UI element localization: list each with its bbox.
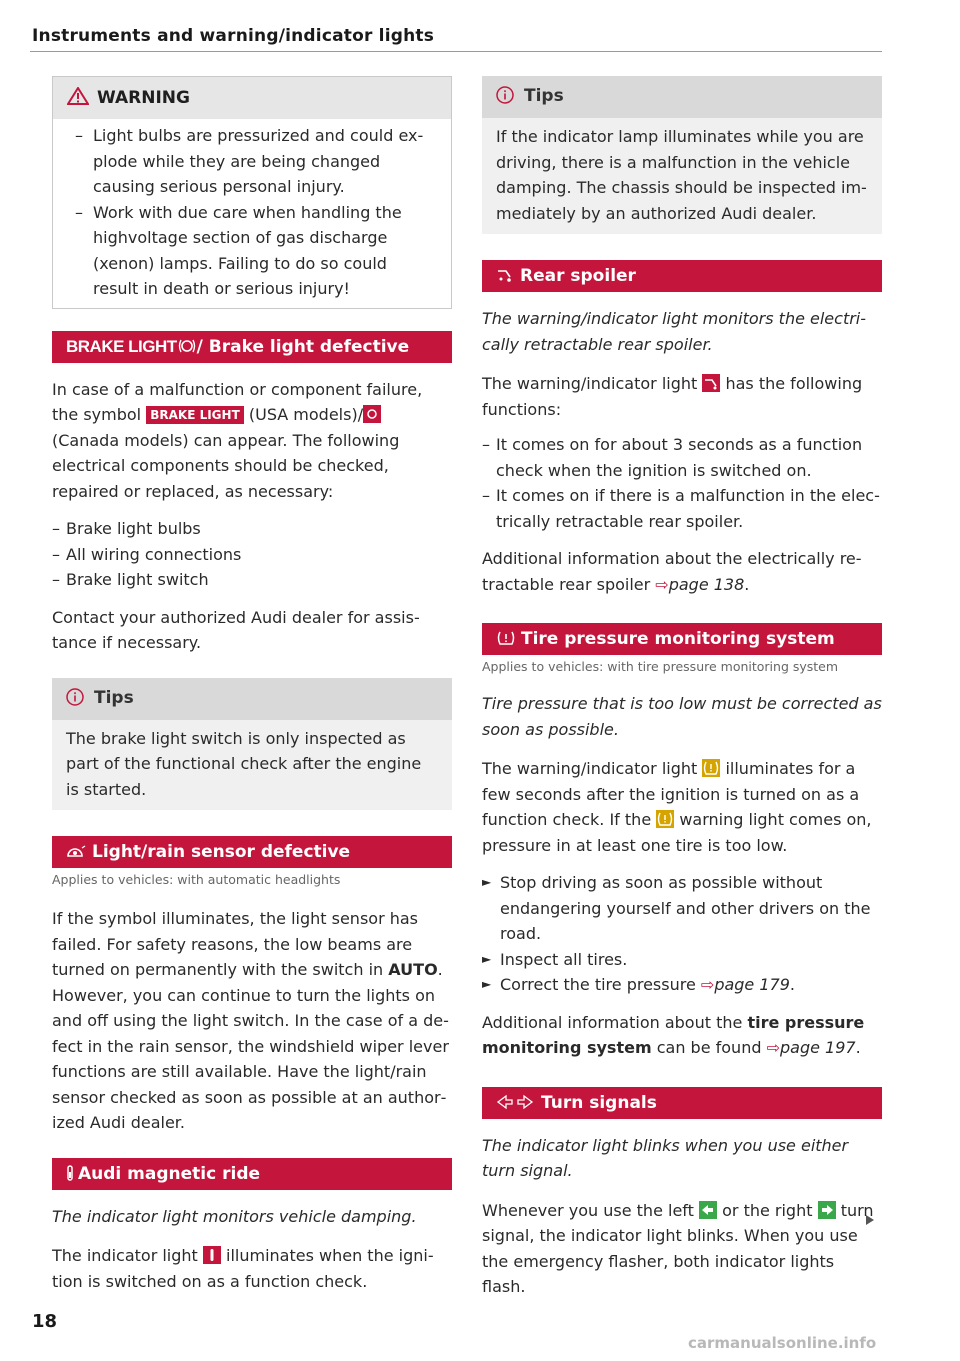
brake-paragraph: In case of a malfunction or component failure, the symbol BRAKE LIGHT (USA models)/ (Canada models) can appear. The following electrical components should be checked, repaired or replaced, as necessary: [52,379,423,501]
turn-paragraph: Whenever you use the left or the right turn signal, the indicator light blinks. When you use the emergency flasher, both indicator lights flash. [482,1200,874,1296]
tire-intro: Tire pressure that is too low must be corrected as soon as possible. [482,694,882,739]
right-turn-indicator-icon [818,1201,836,1219]
magnetic-indicator-icon [203,1246,221,1264]
right-column [482,76,882,1300]
info-icon [496,86,514,104]
brake-item: – All wiring connections [52,544,242,564]
tips-box-header [482,76,882,118]
page-reference-link[interactable]: page 179 [714,975,790,994]
tips-box-body [482,118,882,234]
left-turn-indicator-icon [699,1201,717,1219]
watermark: carmanualsonline.info [688,1334,877,1352]
rear-spoiler-icon [496,267,514,283]
brake-heading-text: / Brake light defective [196,336,410,357]
tips-box [52,678,452,811]
header-divider [30,51,882,52]
spoiler-paragraph: The warning/indicator light has the following functions: [482,374,863,419]
tire-pressure-icon [496,630,516,646]
page-reference-link[interactable]: page 197 [780,1038,856,1057]
section-heading-tire-pressure: Tire pressure monitoring system [482,623,882,655]
spoiler-item: – It comes on if there is a malfunction in the electrically retractable rear spoiler. [482,486,880,531]
tips-title: Tips [524,86,564,106]
spoiler-additional: Additional information about the electrically retractable rear spoiler ⇨page 138. [482,549,862,594]
tips-text: If the indicator lamp illuminates while you are driving, there is a malfunction in the vehicle damping. The chassis should be inspected immediately by an authorized Audi dealer. [496,127,867,223]
page-number: 18 [32,1311,58,1332]
turn-signal-arrows-icon [496,1094,536,1110]
tips-text: The brake light switch is only inspected as part of the functional check after the engine is started. [66,728,422,799]
applies-to-note: Applies to vehicles: with automatic headlights [52,872,341,887]
brake-contact-paragraph: Contact your authorized Audi dealer for assistance if necessary. [52,607,420,652]
brake-light-label: BRAKE LIGHT [66,336,177,356]
section-heading-magnetic-ride: Audi magnetic ride [52,1158,452,1190]
warning-triangle-icon [67,87,89,105]
tips-box-body [52,720,452,811]
brake-item: – Brake light bulbs [52,519,201,538]
tire-action-item: ► Stop driving as soon as possible without endangering yourself and other drivers on the road. [482,873,871,943]
spoiler-item: – It comes on for about 3 seconds as a function check when the ignition is switched on. [482,435,863,480]
tire-indicator-icon [702,759,720,777]
left-column [52,76,452,1294]
spoiler-indicator-icon [702,374,720,392]
page-header-title: Instruments and warning/indicator lights [32,26,435,46]
warning-box-header [53,77,451,119]
tips-box-header [52,678,452,720]
magnetic-intro: The indicator light monitors vehicle damping. [52,1206,417,1226]
section-heading-brake-light [52,331,452,363]
brake-light-badge: BRAKE LIGHT [146,406,244,424]
continue-arrow-icon [865,1214,875,1226]
section-heading-rear-spoiler: Rear spoiler [482,260,882,292]
tire-action-item: ► Inspect all tires. [482,949,628,969]
info-icon [66,688,84,706]
warning-title: WARNING [97,88,190,108]
tire-action-item: ► Correct the tire pressure ⇨page 179. [482,975,795,994]
tips-box [482,76,882,234]
turn-intro: The indicator light blinks when you use either turn signal. [482,1135,849,1180]
magnetic-ride-icon [66,1165,74,1181]
light-rain-sensor-icon [66,844,86,858]
warning-item: – Work with due care when handling the highvoltage section of gas discharge (xenon) lamps. Failing to do so could result in death or serious injury! [75,202,402,298]
warning-item: – Light bulbs are pressurized and could explode while they are being changed causing serious personal injury. [75,126,424,196]
tire-indicator-icon [656,810,674,828]
applies-to-note: Applies to vehicles: with tire pressure monitoring system [482,659,839,674]
spoiler-intro: The warning/indicator light monitors the electrically retractable rear spoiler. [482,309,867,354]
light-rain-paragraph: If the symbol illuminates, the light sensor has failed. For safety reasons, the low beams are turned on permanently with the switch in AUTO. However, you can continue to turn the lights on and off using the light switch. In the case of a defect in the rain sensor, the windshield wiper lever functions are still available. Have the light/rain sensor checked as soon as possible at an authorized Audi dealer. [52,909,449,1132]
brake-circle-icon [178,338,196,354]
tire-additional: Additional information about the tire pressure monitoring system can be found ⇨page 197. [482,1012,865,1057]
section-heading-light-rain: Light/rain sensor defective [52,836,452,868]
warning-box-body [53,119,451,308]
magnetic-paragraph: The indicator light illuminates when the ignition is switched on as a function check. [52,1246,434,1291]
tire-paragraph: The warning/indicator light illuminates for a few seconds after the ignition is turned on as a function check. If the warning light comes on, pressure in at least one tire is too low. [482,759,872,855]
brake-item: – Brake light switch [52,570,209,589]
warning-box [52,76,452,309]
section-heading-turn-signals: Turn signals [482,1087,882,1119]
tips-title: Tips [94,687,134,708]
brake-indicator-icon [363,405,381,423]
page-reference-link[interactable]: page 138 [668,574,745,594]
